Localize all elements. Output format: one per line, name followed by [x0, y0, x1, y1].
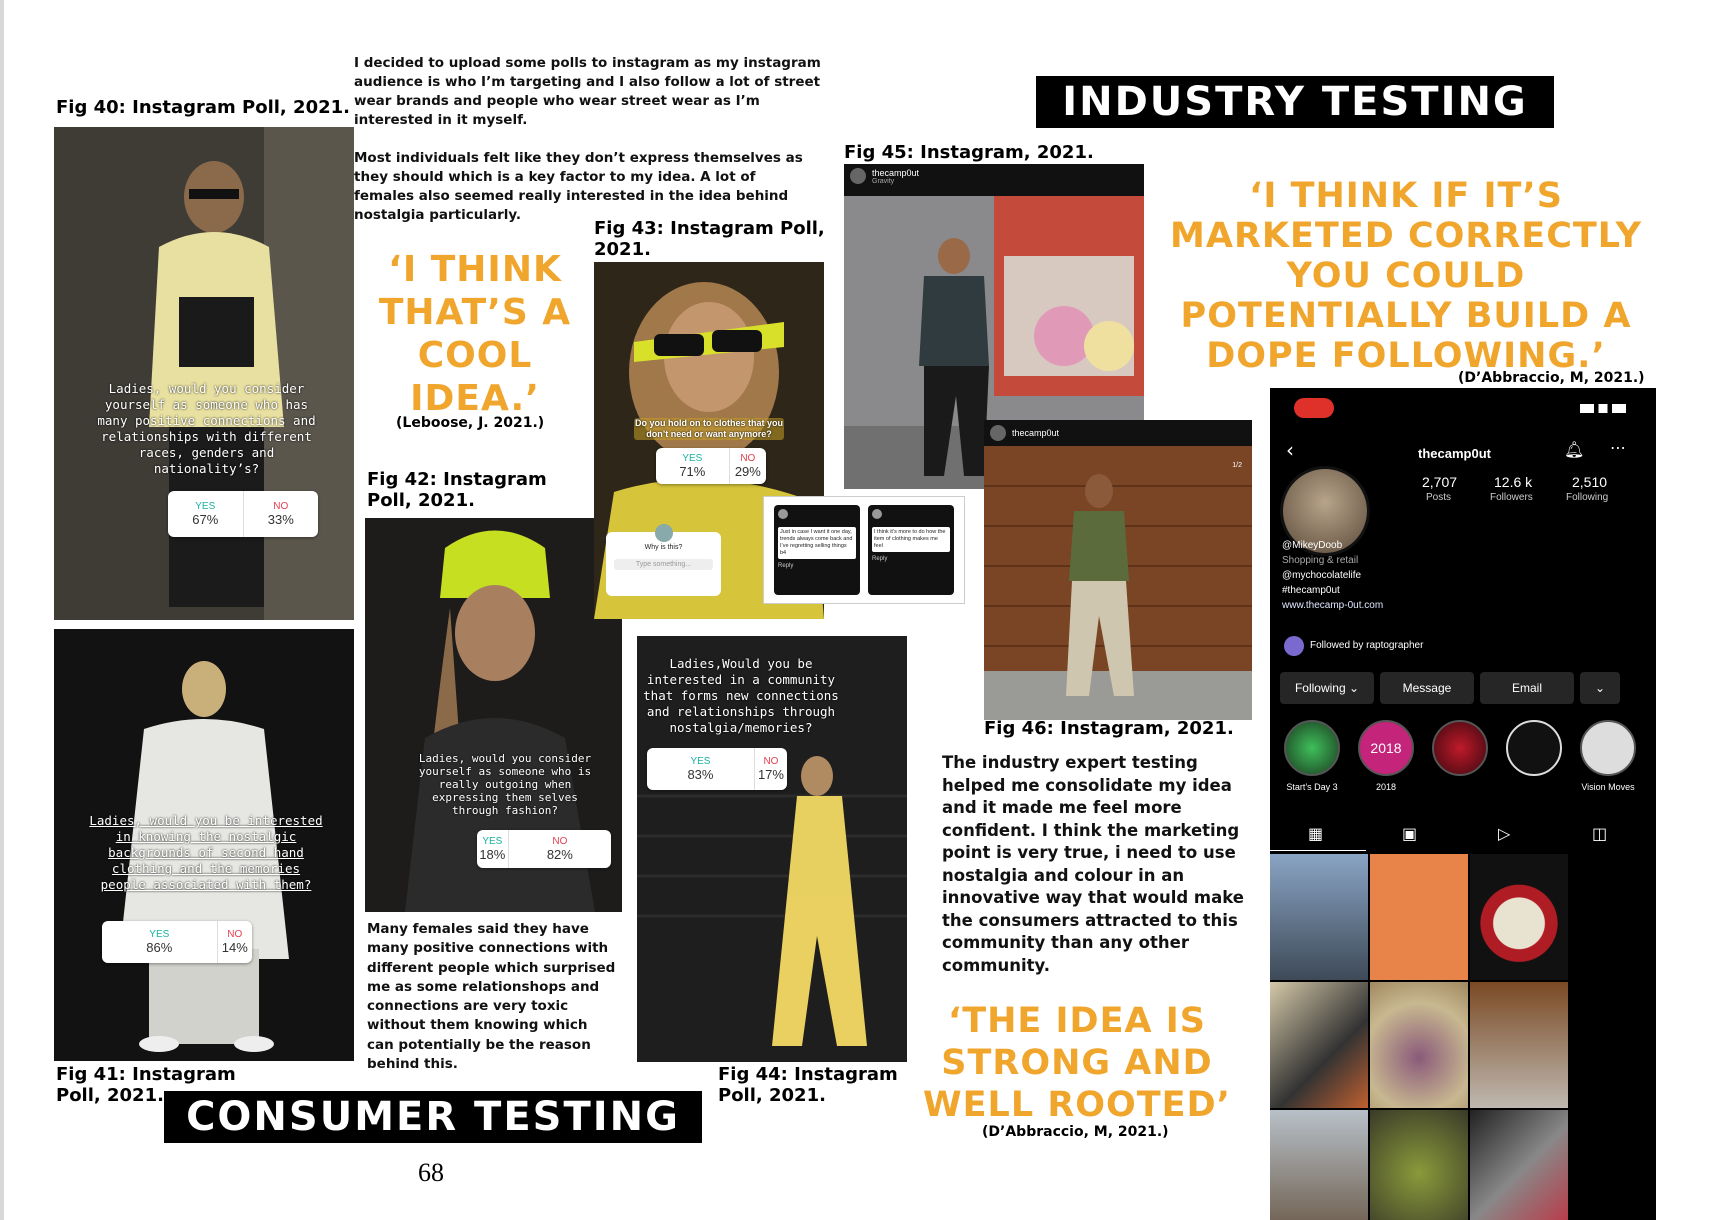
fig44-poll-question: Ladies,Would you be interested in a community that forms new connections and relationships through nostalgia/memories? — [643, 656, 839, 735]
profile-bio-line1: @mychocolatelife — [1282, 570, 1362, 581]
fig42-yes-label: YES — [482, 836, 503, 847]
more-options-icon[interactable]: ⋯ — [1610, 438, 1626, 457]
fig41-no-value: 14% — [221, 940, 248, 955]
grid-post-7[interactable] — [1270, 1110, 1368, 1220]
fig42-no-value: 82% — [546, 847, 573, 862]
quote-idea-strong-cite: (D’Abbraccio, M, 2021.) — [982, 1124, 1169, 1140]
fig44-no-value: 17% — [757, 767, 784, 782]
tab-underline — [1270, 850, 1366, 851]
quote-marketed-correctly: ‘I THINK IF IT’S MARKETED CORRECTLY YOU COULD POTENTIALLY BUILD A DOPE FOLLOWING.’ — [1170, 176, 1642, 376]
fig43-yes-label: YES — [682, 453, 703, 464]
reply-card-2-reply: Reply — [872, 556, 888, 562]
suggested-toggle-button[interactable]: ⌄ — [1580, 672, 1620, 704]
fig42-poll-question: Ladies, would you consider yourself as someone who is really outgoing when expressing them selves through fashion? — [418, 752, 592, 817]
fig43-yes-value: 71% — [679, 464, 706, 479]
fig40-photo — [54, 127, 354, 620]
fig46-username: thecamp0ut — [1012, 428, 1060, 438]
profile-username: thecamp0ut — [1418, 446, 1491, 461]
fig43-poll-question: Do you hold on to clothes that you don’t need or want anymore? — [635, 418, 783, 439]
fig44-caption: Fig 44: Instagram Poll, 2021. — [718, 1064, 898, 1106]
followers-label[interactable]: Followers — [1490, 492, 1533, 503]
fig46-post — [984, 420, 1252, 720]
fig42-photo — [365, 518, 622, 912]
reply-card-1-avatar — [778, 509, 788, 519]
grid-post-8[interactable] — [1370, 1110, 1468, 1220]
fig41-caption: Fig 41: Instagram Poll, 2021. — [56, 1064, 236, 1106]
fig44-poll-box — [647, 748, 787, 790]
highlight-5[interactable] — [1580, 720, 1636, 776]
quote-cool-idea: ‘I THINK THAT’S A COOL IDEA.’ — [378, 249, 572, 419]
fig41-poll-box — [102, 921, 252, 963]
grid-post-9[interactable] — [1470, 1110, 1568, 1220]
fig46-caption: Fig 46: Instagram, 2021. — [984, 718, 1234, 739]
reply-card-1-text: Just in case I want it one day, trends always come back and I’ve regretting selling things b4 — [778, 527, 856, 559]
fig41-photo — [54, 629, 354, 1061]
fig42-no-label: NO — [552, 836, 568, 847]
intro-paragraph-2: Most individuals felt like they don’t express themselves as they should which is a key factor to my idea. A lot of females also seemed really interested in the idea behind nostalgia particularly. — [354, 150, 803, 223]
fig43-question-sticker — [606, 532, 721, 596]
highlight-1[interactable] — [1284, 720, 1340, 776]
fig43-poll-box — [656, 448, 766, 484]
intro-paragraph-1: I decided to upload some polls to instagram as my instagram audience is who I’m targeting and I also follow a lot of street wear brands and people who wear street wear as I’m interested in it myself. — [354, 55, 821, 128]
grid-post-3[interactable] — [1470, 854, 1568, 980]
highlight-2[interactable]: 2018 — [1358, 720, 1414, 776]
fig42-poll-box — [477, 830, 611, 868]
fig40-caption: Fig 40: Instagram Poll, 2021. — [56, 97, 350, 118]
status-icons — [1580, 404, 1626, 413]
fig42-yes-value: 18% — [479, 847, 506, 862]
grid-post-5[interactable] — [1370, 982, 1468, 1108]
instagram-profile-screenshot — [1270, 388, 1656, 1220]
industry-paragraph: The industry expert testing helped me consolidate my idea and it made me feel more confident. I think the marketing point is very true, i need to use nostalgia and colour in an innovative way that would make the consumers attracted to this community than any other community. — [942, 753, 1244, 975]
findings-paragraph: Many females said they have many positive connections with different people which surprised me as some relationshops and connections are very toxic without them knowing which can potentially be the reason behind this. — [367, 921, 616, 1073]
live-badge — [1294, 398, 1334, 418]
fig43-sticker-avatar — [655, 524, 673, 542]
email-button[interactable]: Email — [1480, 672, 1574, 704]
highlight-5-label: Vision Moves — [1581, 782, 1635, 792]
bell-icon[interactable]: 🔔︎ — [1564, 440, 1585, 459]
fig45-avatar — [850, 168, 866, 184]
reply-cards-panel — [763, 496, 965, 604]
fig40-yes-label: YES — [195, 501, 216, 512]
industry-testing-banner: INDUSTRY TESTING — [1036, 76, 1554, 128]
fig44-no-label: NO — [763, 756, 779, 767]
followed-by-text: Followed by raptographer — [1310, 640, 1424, 651]
message-button[interactable]: Message — [1380, 672, 1474, 704]
fig43-caption: Fig 43: Instagram Poll, 2021. — [594, 218, 825, 260]
reply-card-1-reply: Reply — [778, 563, 794, 569]
quote-cool-idea-cite: (Leboose, J. 2021.) — [396, 415, 545, 431]
fig45-caption: Fig 45: Instagram, 2021. — [844, 142, 1094, 163]
profile-website-link[interactable]: www.thecamp-0ut.com — [1282, 600, 1384, 611]
page-edge — [0, 0, 4, 1220]
grid-post-2[interactable] — [1370, 854, 1468, 980]
back-arrow-icon[interactable]: ‹ — [1286, 438, 1294, 462]
posts-count: 2,707 — [1422, 474, 1458, 490]
grid-tab-icon[interactable]: ▦ — [1308, 824, 1324, 843]
fig44-yes-value: 83% — [687, 767, 714, 782]
fig45-username: thecamp0ut — [872, 168, 920, 178]
fig43-no-label: NO — [740, 453, 756, 464]
fig46-avatar — [990, 425, 1006, 441]
following-count[interactable]: 2,510 — [1572, 474, 1608, 490]
grid-post-4[interactable] — [1270, 982, 1368, 1108]
fig40-poll-box — [168, 491, 318, 537]
fig46-count: 1/2 — [1232, 462, 1242, 469]
fig41-no-label: NO — [227, 929, 243, 940]
fig45-post-header — [844, 164, 1144, 196]
quote-marketed-correctly-cite: (D’Abbraccio, M, 2021.) — [1458, 370, 1645, 386]
video-tab-icon[interactable]: ▷ — [1498, 824, 1511, 843]
profile-bio-line2: #thecamp0ut — [1282, 585, 1340, 596]
fig40-no-value: 33% — [267, 512, 294, 527]
fig43-no-value: 29% — [734, 464, 761, 479]
fig40-poll-question: Ladies, would you consider yourself as someone who has many positive connections and relationships with different races, genders and nationality’s? — [97, 381, 316, 476]
fig41-poll-question: Ladies, would you be interested in knowing the nostalgic backgrounds of second hand clothing and the memories people associated with them? — [89, 813, 323, 892]
grid-post-6[interactable] — [1470, 982, 1568, 1108]
fig44-photo — [637, 636, 907, 1062]
fig41-yes-value: 86% — [146, 940, 173, 955]
highlight-1-label: Start’s Day 3 — [1286, 782, 1338, 792]
quote-idea-strong: ‘THE IDEA IS STRONG AND WELL ROOTED’ — [923, 1001, 1231, 1125]
highlight-4[interactable] — [1506, 720, 1562, 776]
page-number: 68 — [418, 1158, 444, 1187]
following-button[interactable]: Following ⌄ — [1280, 672, 1374, 704]
reply-card-2-avatar — [872, 509, 882, 519]
consumer-testing-banner: CONSUMER TESTING — [164, 1091, 702, 1143]
reply-card-2 — [868, 505, 954, 595]
fig40-figure-illustration — [54, 127, 354, 620]
grid-post-1[interactable] — [1270, 854, 1368, 980]
highlight-2-label: 2018 — [1375, 782, 1397, 792]
posts-label: Posts — [1426, 492, 1452, 503]
highlight-3[interactable] — [1432, 720, 1488, 776]
fig44-yes-label: YES — [690, 756, 711, 767]
fig45-subtitle: Gravity — [872, 178, 895, 185]
profile-handle: @MikeyDoob — [1282, 540, 1343, 551]
followers-count[interactable]: 12.6 k — [1494, 474, 1533, 490]
fig43-sticker-input: Type something... — [614, 559, 713, 570]
fig46-post-header — [984, 420, 1252, 446]
following-label[interactable]: Following — [1566, 492, 1609, 503]
fig40-yes-value: 67% — [192, 512, 219, 527]
reply-card-2-text: I think it’s more to do how the item of clothing makes me feel — [872, 527, 950, 552]
fig43-sticker-question: Why is this? — [644, 544, 683, 551]
fig42-caption: Fig 42: Instagram Poll, 2021. — [367, 469, 547, 511]
followed-by-avatar — [1284, 636, 1304, 656]
reply-card-1 — [774, 505, 860, 595]
tagged-tab-icon[interactable]: ◫ — [1592, 824, 1608, 843]
fig40-no-label: NO — [273, 501, 289, 512]
fig46-street-photo — [984, 446, 1252, 720]
profile-category: Shopping & retail — [1282, 555, 1359, 566]
reels-tab-icon[interactable]: ▣ — [1402, 824, 1418, 843]
fig41-yes-label: YES — [149, 929, 170, 940]
